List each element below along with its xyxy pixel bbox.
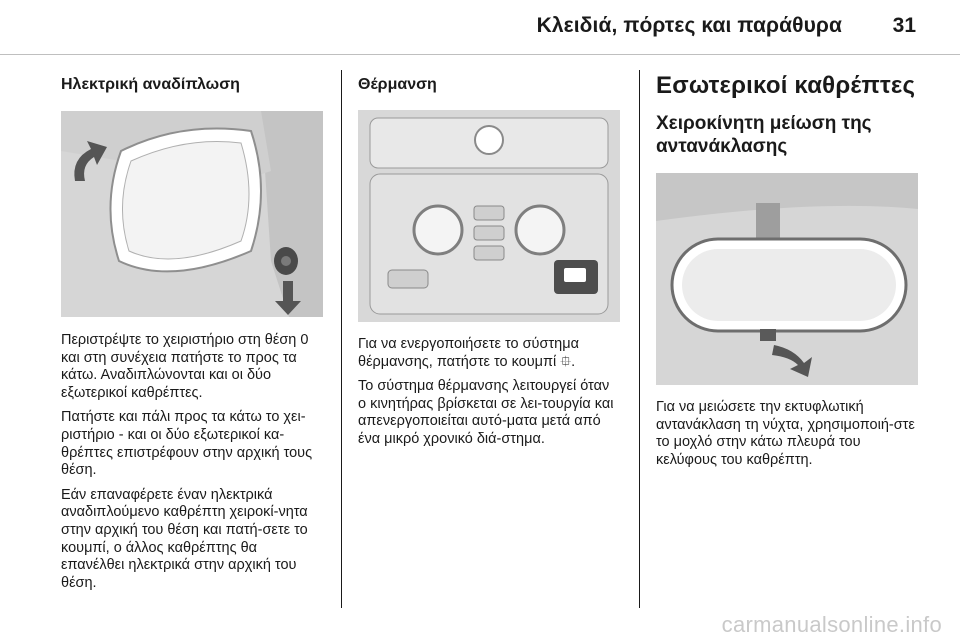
section-heading-interior-mirrors: Εσωτερικοί καθρέπτες: [656, 72, 916, 99]
column-electric-folding: [61, 70, 323, 599]
folding-mirror-illustration: [61, 111, 323, 317]
watermark: carmanualsonline.info: [721, 612, 942, 637]
page-section-title: Κλειδιά, πόρτες και παράθυρα: [536, 14, 842, 37]
paragraph-1: Για να ενεργοποιήσετε το σύστημα θέρμανσης, πατήστε το κουμπί ⯐.: [358, 336, 579, 370]
column-divider: [341, 70, 342, 608]
paragraph-1: Περιστρέψτε το χειριστήριο στη θέση 0 και στη συνέχεια πατήστε το προς τα κάτω. Αναδιπλώνονται και οι δύο εξωτερικοί καθρέπτες.: [61, 332, 309, 401]
paragraph-2: Πατήστε και πάλι προς τα κάτω το χει-ριστήριο - και οι δύο εξωτερικοί κα-θρέπτες επιστρέφουν στην αρχική τους θέση.: [61, 409, 313, 479]
page-header: [0, 0, 960, 54]
column-divider: [639, 70, 640, 608]
paragraph-2: Το σύστημα θέρμανσης λειτουργεί όταν ο κινητήρας βρίσκεται σε λει-τουργία και απενεργοποιείται αυτό-ματα μετά από ένα μικρό χρονικό διά-στημα.: [358, 378, 614, 447]
subsection-heading-antiglare: Χειροκίνητη μείωση της αντανάκλασης: [656, 113, 872, 157]
rearview-mirror-illustration: [656, 173, 918, 385]
heating-controls-illustration: [358, 110, 620, 322]
section-heading-heating: Θέρμανση: [358, 76, 437, 93]
column-heating: [358, 70, 620, 456]
column-interior-mirrors: [656, 70, 918, 476]
section-heading-folding: Ηλεκτρική αναδίπλωση: [61, 76, 240, 93]
page-number: 31: [892, 14, 916, 37]
paragraph-3: Εάν επαναφέρετε έναν ηλεκτρικά αναδιπλούμενο καθρέπτη χειροκί-νητα στην αρχική του θέση και πατή-σετε το κουμπί, ο άλλος καθρέπτης θα επανέλθει ηλεκτρικά στην αρχική του θέση.: [61, 486, 308, 591]
header-rule: [0, 54, 960, 55]
paragraph-1: Για να μειώσετε την εκτυφλωτική αντανάκλαση τη νύχτα, χρησιμοποιή-στε το μοχλό στην κάτω πλευρά του κελύφους του καθρέπτη.: [656, 399, 915, 468]
